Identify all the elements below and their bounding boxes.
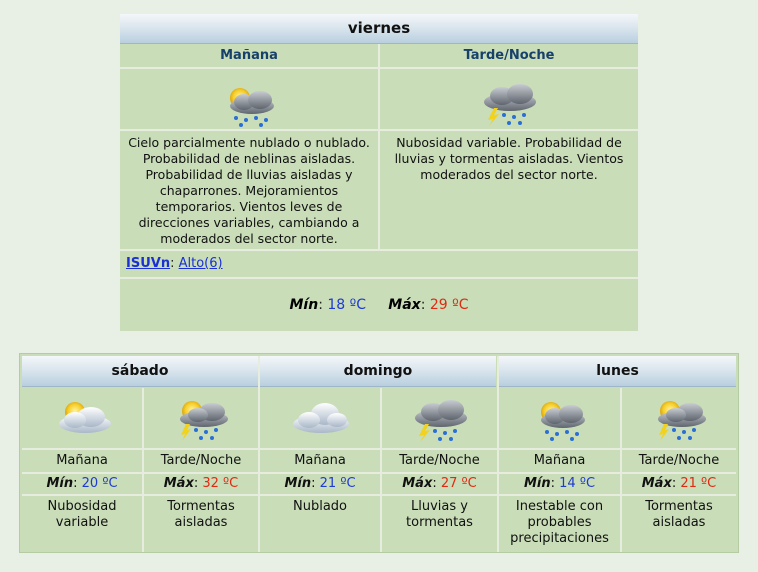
today-evening-icon-cell (380, 69, 638, 129)
min-temp-cell: Mín: 14 ºC (499, 474, 620, 494)
today-evening-description: Nubosidad variable. Probabilidad de lluvias y tormentas aisladas. Vientos moderados del sector norte. (380, 131, 638, 249)
min-temp-label: Mín (284, 476, 312, 491)
period-label: Mañana (22, 450, 142, 472)
max-temp-value: 21 ºC (680, 476, 717, 491)
isuv-value-link[interactable]: Alto(6) (178, 256, 223, 271)
condition-description: Inestable con probables precipitaciones (499, 496, 620, 552)
max-temp-label: Máx (163, 476, 194, 491)
min-temp-label: Mín (523, 476, 551, 491)
min-temp-value: 21 ºC (319, 476, 356, 491)
partly-cloudy-rain-icon (214, 84, 284, 128)
isuv-link[interactable]: ISUVn (126, 256, 171, 271)
thunderstorm-rain-icon (474, 82, 544, 126)
condition-description: Lluvias y tormentas (382, 496, 497, 552)
icon-cell (22, 388, 142, 448)
sun-cloud-rain-icon (644, 398, 714, 442)
min-temp-label: Mín (289, 297, 319, 313)
partly-cloudy-icon (47, 398, 117, 442)
today-morning-label: Mañana (120, 44, 378, 67)
today-day-header: viernes (120, 14, 638, 44)
period-label: Tarde/Noche (144, 450, 258, 472)
period-label: Tarde/Noche (382, 450, 497, 472)
period-label: Mañana (499, 450, 620, 472)
period-label: Mañana (260, 450, 380, 472)
max-temp-label: Máx (388, 297, 421, 313)
sun-cloud-rain-icon (166, 398, 236, 442)
icon-cell (260, 388, 380, 448)
partly-cloudy-rain-icon (525, 398, 595, 442)
max-temp-value: 32 ºC (202, 476, 239, 491)
condition-description: Tormentas aisladas (622, 496, 736, 552)
icon-cell (382, 388, 497, 448)
period-label: Tarde/Noche (622, 450, 736, 472)
max-temp-cell: Máx: 32 ºC (144, 474, 258, 494)
forecast-day-header: lunes (499, 356, 736, 387)
isuv-separator: : (170, 256, 175, 271)
isuv-row (120, 251, 638, 277)
extended-forecast-panel (19, 353, 739, 553)
condition-description: Tormentas aisladas (144, 496, 258, 552)
today-evening-label: Tarde/Noche (380, 44, 638, 67)
min-temp-cell: Mín: 21 ºC (260, 474, 380, 494)
min-temp-value: 20 ºC (81, 476, 118, 491)
max-temp-cell: Máx: 27 ºC (382, 474, 497, 494)
condition-description: Nublado (260, 496, 380, 552)
today-morning-icon-cell (120, 69, 378, 129)
min-temp-cell: Mín: 20 ºC (22, 474, 142, 494)
today-forecast-panel (120, 14, 638, 331)
forecast-day-header: sábado (22, 356, 258, 387)
icon-cell (144, 388, 258, 448)
max-temp-value: 29 ºC (429, 297, 469, 313)
icon-cell (499, 388, 620, 448)
condition-description: Nubosidad variable (22, 496, 142, 552)
max-temp-cell: Máx: 21 ºC (622, 474, 736, 494)
today-temperature-row: Mín: 18 ºC Máx: 29 ºC (120, 279, 638, 331)
max-temp-label: Máx (402, 476, 433, 491)
min-temp-label: Mín (46, 476, 74, 491)
forecast-day-header: domingo (260, 356, 496, 387)
thunderstorm-rain-icon (405, 398, 475, 442)
max-temp-value: 27 ºC (440, 476, 477, 491)
icon-cell (622, 388, 736, 448)
min-temp-value: 18 ºC (327, 297, 366, 313)
max-temp-label: Máx (641, 476, 672, 491)
min-temp-value: 14 ºC (559, 476, 596, 491)
cloudy-icon (285, 398, 355, 442)
today-morning-description: Cielo parcialmente nublado o nublado. Probabilidad de neblinas aisladas. Probabilidad de lluvias aisladas y chaparrones. Mejoramientos temporarios. Vientos leves de direcciones variables, cambiando a moderados del sector norte. (120, 131, 378, 249)
